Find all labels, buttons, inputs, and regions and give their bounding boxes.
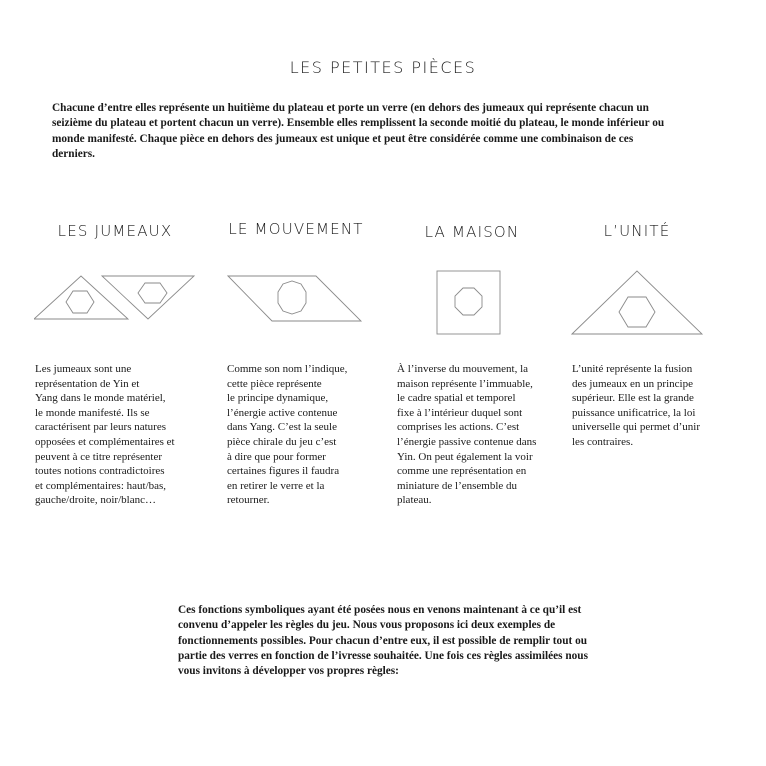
intro-paragraph: Chacune d’entre elles représente un huitième du plateau et porte un verre (en dehors des jumeaux qui représente chacun un seizième du plateau et portent chacun un verre). Ensemble elles remplissent la seconde moitié du plateau, le monde inférieur ou monde manifesté. Chaque pièce en dehors des jumeaux est unique et peut être considérée comme une combinaison de ces derniers. (52, 102, 665, 160)
parallelogram-icon (227, 275, 363, 323)
piece-title-maison: LA MAISON (424, 223, 520, 241)
square-icon (436, 270, 502, 336)
piece-desc-jumeaux: Les jumeaux sont une représentation de Yin et Yang dans le monde matériel, le monde manifesté. Ils se caractérisent par leurs natures opposées et complémentaires et peuvent à ce titre représenter toutes notions contradictoires et complémentaires: haut/bas, gauche/droite, noir/blanc… (35, 363, 175, 507)
large-triangle-icon (571, 270, 705, 336)
piece-desc-maison: À l’inverse du mouvement, la maison représente l’immuable, le cadre spatial et temporel fixe à l’intérieur duquel sont comprises les actions. C’est l’énergie passive contenue dans Yin. On peut également la voir comme une représentation en miniature de l’ensemble du plateau. (397, 363, 537, 507)
piece-desc-unite: L’unité représente la fusion des jumeaux en un principe supérieur. Elle est la grande puissance unificatrice, la loi universelle qui permet d’unir les contraires. (572, 363, 700, 448)
piece-title-unite: L’UNITÉ (603, 222, 671, 240)
piece-title-jumeaux: LES JUMEAUX (57, 222, 173, 240)
piece-title-mouvement: LE MOUVEMENT (228, 220, 364, 238)
outro-paragraph: Ces fonctions symboliques ayant été posées nous en venons maintenant à ce qu’il est convenu d’appeler les règles du jeu. Nous vous proposons ici deux exemples de fonctionnements possibles. Pour chacun d’entre eux, il est possible de remplir tout ou partie des verres en fonction de l’ivresse souhaitée. Une fois ces règles assimilées nous vous invitons à développer vos propres règles: (178, 604, 588, 678)
page-title: LES PETITES PIÈCES (289, 58, 477, 77)
piece-desc-mouvement: Comme son nom l’indique, cette pièce représente le principe dynamique, l’énergie active contenue dans Yang. C’est la seule pièce chirale du jeu c’est à dire que pour former certaines figures il faudra en retirer le verre et la retourner. (227, 363, 348, 507)
twin-triangles-icon (34, 274, 196, 320)
